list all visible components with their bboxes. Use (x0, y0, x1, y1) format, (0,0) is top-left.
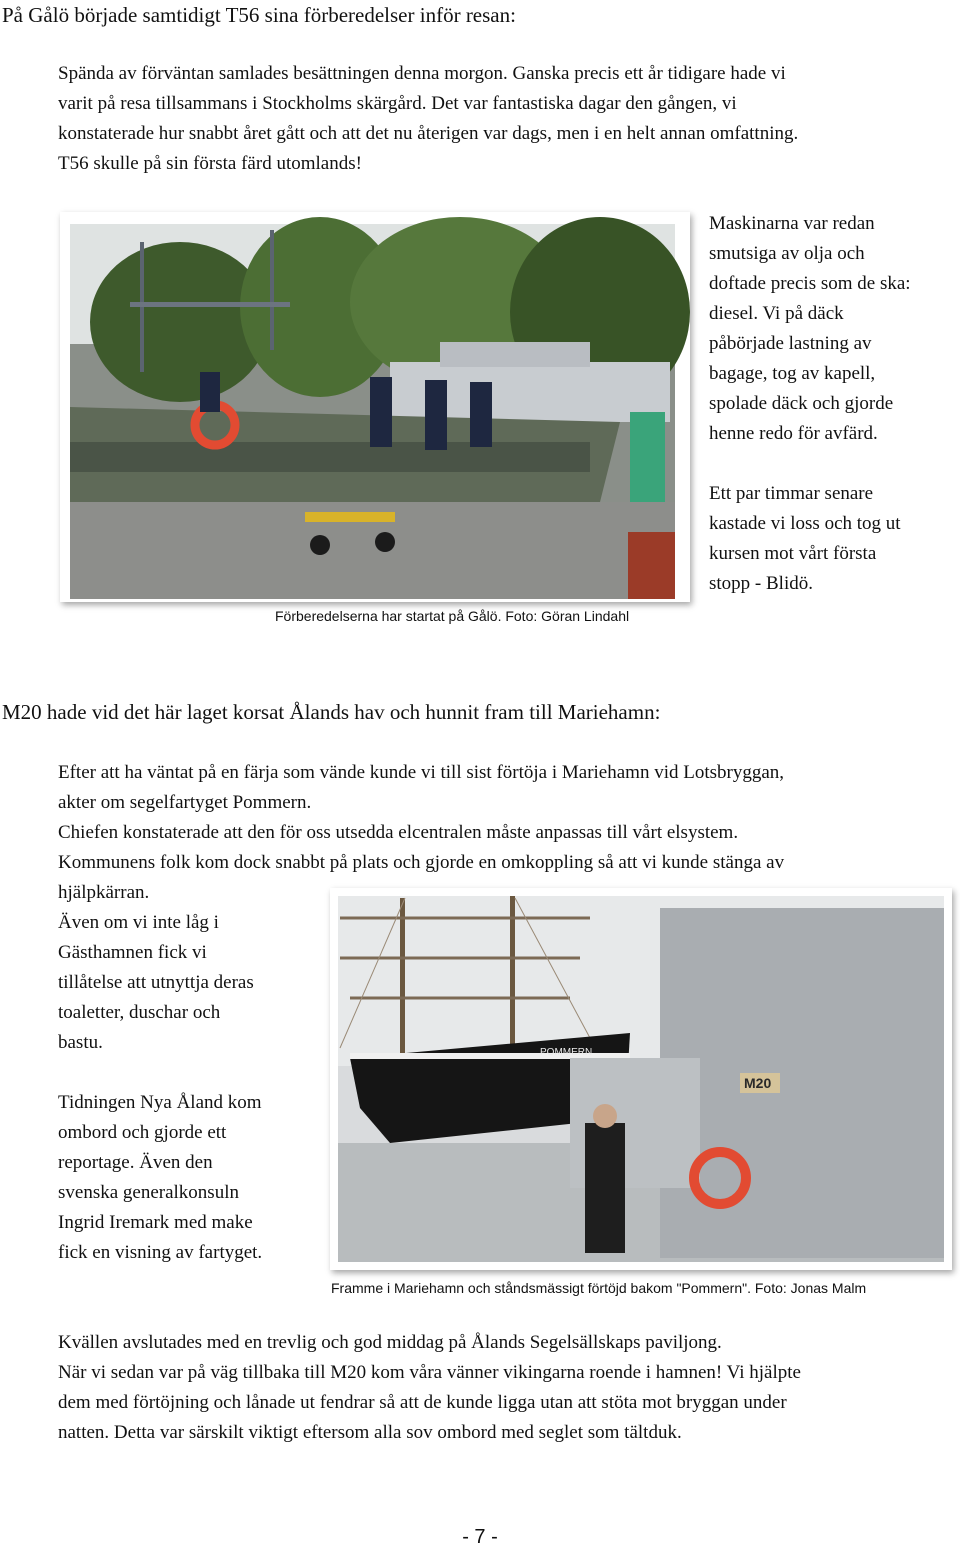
side-line: henne redo för avfärd. (709, 423, 878, 444)
paragraph-line: svenska generalkonsuln (58, 1182, 239, 1203)
photo-galo-caption: Förberedelserna har startat på Gålö. Foto: Göran Lindahl (275, 608, 630, 624)
paragraph-line: tillåtelse att utnyttja deras (58, 972, 254, 993)
side-line: Maskinarna var redan (709, 213, 875, 234)
side-line: påbörjade lastning av (709, 333, 872, 354)
side-paragraph-engines (709, 209, 959, 449)
side-line: diesel. Vi på däck (709, 303, 844, 324)
paragraph-line: ombord och gjorde ett (58, 1122, 227, 1143)
side-line: stopp - Blidö. (709, 573, 813, 594)
paragraph-line: Tidningen Nya Åland kom (58, 1092, 262, 1113)
paragraph-line: Ingrid Iremark med make (58, 1212, 253, 1233)
paragraph-line: hjälpkärran. (58, 882, 150, 903)
paragraph-line: Även om vi inte låg i (58, 912, 219, 933)
side-line: spolade däck och gjorde (709, 393, 894, 414)
intro-line: varit på resa tillsammans i Stockholms skärgård. Det var fantastiska dagar den gången, vi (58, 93, 737, 114)
paragraph-line: Kvällen avslutades med en trevlig och god middag på Ålands Segelsällskaps paviljong. (58, 1332, 722, 1353)
side-line: bagage, tog av kapell, (709, 363, 876, 384)
photo-mariehamn (330, 888, 952, 1270)
paragraph-line: akter om segelfartyget Pommern. (58, 792, 312, 813)
evening-paragraph (58, 1328, 948, 1448)
paragraph-line: Efter att ha väntat på en färja som vände kunde vi till sist förtöja i Mariehamn vid Lotsbryggan, (58, 762, 785, 783)
photo-galo (60, 212, 690, 602)
paragraph-line: Gästhamnen fick vi (58, 942, 207, 963)
m20-hull-id: M20 (744, 1075, 772, 1091)
intro-line: Spända av förväntan samlades besättningen denna morgon. Ganska precis ett år tidigare hade vi (58, 63, 786, 84)
photo-mariehamn-frame (330, 888, 952, 1270)
side-paragraph-departure (709, 479, 959, 599)
side-line: doftade precis som de ska: (709, 273, 911, 294)
side-line: smutsiga av olja och (709, 243, 865, 264)
intro-line: T56 skulle på sin första färd utomlands! (58, 153, 362, 174)
intro-line: konstaterade hur snabbt året gått och att det nu återigen var dags, men i en helt annan omfattning. (58, 123, 799, 144)
photo-mariehamn-caption: Framme i Mariehamn och ståndsmässigt förtöjd bakom "Pommern". Foto: Jonas Malm (331, 1280, 867, 1296)
mariehamn-paragraph (58, 758, 948, 908)
side-line: kursen mot vårt första (709, 543, 877, 564)
photo-galo-frame (60, 212, 690, 602)
paragraph-line: Chiefen konstaterade att den för oss utsedda elcentralen måste anpassas till vårt elsystem. (58, 822, 739, 843)
paragraph-line: fick en visning av fartyget. (58, 1242, 263, 1263)
pommern-hull-name: POMMERN (540, 1047, 593, 1058)
section-heading-galo: På Gålö började samtidigt T56 sina förberedelser inför resan: (2, 3, 516, 27)
paragraph-line: toaletter, duschar och (58, 1002, 221, 1023)
paragraph-line: bastu. (58, 1032, 103, 1053)
paragraph-line: När vi sedan var på väg tillbaka till M20 kom våra vänner vikingarna roende i hamnen! Vi hjälpte (58, 1362, 801, 1383)
paragraph-line: reportage. Även den (58, 1152, 213, 1173)
intro-paragraph (58, 59, 948, 179)
newspaper-paragraph (58, 1088, 328, 1268)
paragraph-line: natten. Detta var särskilt viktigt eftersom alla sov ombord med seglet som tältduk. (58, 1422, 682, 1443)
side-line: kastade vi loss och tog ut (709, 513, 901, 534)
paragraph-line: Kommunens folk kom dock snabbt på plats och gjorde en omkoppling så att vi kunde stänga av (58, 852, 785, 873)
guest-harbour-paragraph (58, 908, 328, 1058)
section-heading-mariehamn: M20 hade vid det här laget korsat Ålands hav och hunnit fram till Mariehamn: (2, 700, 661, 724)
side-line: Ett par timmar senare (709, 483, 874, 504)
paragraph-line: dem med förtöjning och lånade ut fendrar så att de kunde ligga utan att stöta mot bryggan under (58, 1392, 787, 1413)
page-number: - 7 - (462, 1526, 498, 1548)
